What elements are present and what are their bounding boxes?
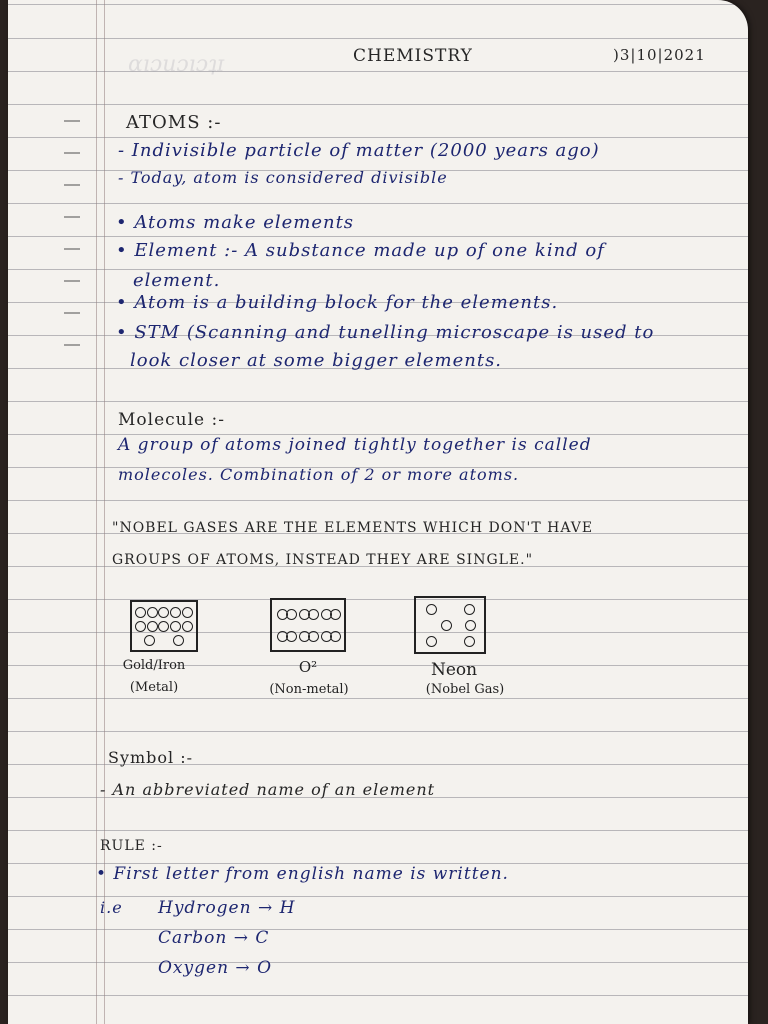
- bleed-through-text: ɑıɔuɔıɔʇɪ: [128, 52, 224, 77]
- atom-circle: [464, 636, 475, 647]
- binding-mark: [64, 120, 80, 122]
- atom-circle: [144, 635, 155, 646]
- binding-mark: [64, 248, 80, 250]
- atom-circle: [147, 621, 158, 632]
- binding-mark: [64, 152, 80, 154]
- symbol-line: - An abbreviated name of an element: [100, 780, 436, 799]
- molecule-line: molecoles. Combination of 2 or more atoms.: [118, 465, 520, 484]
- atom-circle: [170, 607, 181, 618]
- atom-circle: [182, 621, 193, 632]
- atom-circle: [464, 604, 475, 615]
- rule-example: Hydrogen → H: [158, 898, 296, 918]
- molecule-line: A group of atoms joined tightly together is called: [118, 435, 592, 455]
- molecule-heading: Molecule :-: [118, 410, 225, 430]
- symbol-heading: Symbol :-: [108, 748, 194, 767]
- binding-mark: [64, 216, 80, 218]
- atom-circle: [426, 604, 437, 615]
- atom-circle: [135, 607, 146, 618]
- atom-circle: [426, 636, 437, 647]
- atom-circle: [147, 607, 158, 618]
- atoms-line: - Today, atom is considered divisible: [118, 168, 448, 187]
- rule-example: Oxygen → O: [158, 958, 273, 978]
- bullet-line: • Element :- A substance made up of one kind of: [116, 240, 605, 261]
- molecule-pair: [277, 631, 295, 642]
- binding-mark: [64, 344, 80, 346]
- bullet-line: • STM (Scanning and tunelling microscape is used to: [116, 322, 655, 343]
- diagram-sublabel: (Non-metal): [269, 682, 349, 697]
- molecule-pair: [277, 609, 295, 620]
- bullet-line: look closer at some bigger elements.: [130, 350, 503, 371]
- rule-example: Carbon → C: [158, 928, 270, 948]
- diagram-sublabel: (Nobel Gas): [425, 682, 505, 697]
- binding-mark: [64, 184, 80, 186]
- rule-heading: RULE :-: [100, 838, 163, 854]
- atom-circle: [158, 621, 169, 632]
- diagram-sublabel: (Metal): [129, 680, 179, 695]
- diagram-label: Gold/Iron: [122, 658, 186, 673]
- page-date: )3|10|2021: [613, 46, 706, 64]
- diagram-label: Neon: [430, 660, 478, 680]
- atom-circle: [173, 635, 184, 646]
- atom-circle: [441, 620, 452, 631]
- notebook-page: [8, 0, 748, 1024]
- atom-circle: [182, 607, 193, 618]
- nobel-line: GROUPS OF ATOMS, INSTEAD THEY ARE SINGLE.": [112, 552, 534, 568]
- oxygen-molecules-diagram: [270, 598, 346, 652]
- atoms-line: - Indivisible particle of matter (2000 years ago): [118, 140, 600, 161]
- diagram-label: O²: [298, 658, 318, 676]
- molecule-pair: [299, 631, 317, 642]
- binding-mark: [64, 280, 80, 282]
- atom-circle: [170, 621, 181, 632]
- binding-mark: [64, 312, 80, 314]
- neon-atoms-diagram: [414, 596, 486, 654]
- molecule-pair: [321, 609, 339, 620]
- molecule-pair: [299, 609, 317, 620]
- rule-ie: i.e: [100, 898, 123, 917]
- page-subject: CHEMISTRY: [353, 46, 473, 66]
- atom-circle: [135, 621, 146, 632]
- atom-circle: [158, 607, 169, 618]
- atoms-heading: ATOMS :-: [126, 112, 222, 133]
- bullet-line: • Atom is a building block for the elements.: [116, 292, 559, 313]
- bullet-line: element.: [133, 270, 221, 291]
- bullet-line: • Atoms make elements: [116, 212, 355, 233]
- metal-atoms-diagram: [130, 600, 198, 652]
- nobel-line: "NOBEL GASES ARE THE ELEMENTS WHICH DON'T HAVE: [112, 520, 594, 536]
- atom-circle: [465, 620, 476, 631]
- rule-line: • First letter from english name is written.: [96, 864, 509, 884]
- molecule-pair: [321, 631, 339, 642]
